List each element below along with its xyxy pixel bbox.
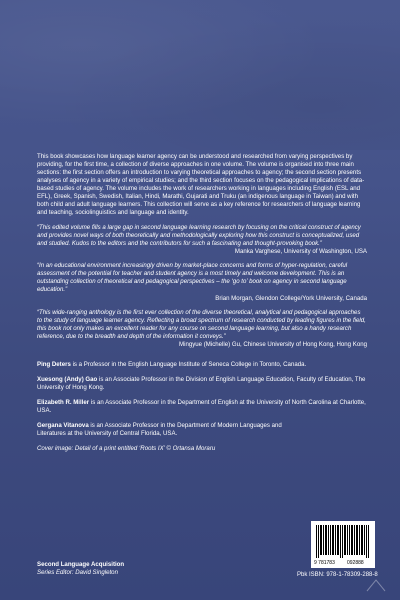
editor-bio-text: is an Associate Professor in the Department of Modern Languages and Literatures at the University of Central Florida, USA. <box>37 421 282 437</box>
editor-bio <box>37 376 367 392</box>
cover-texture <box>0 0 400 150</box>
editor-name: Gergana Vitanova <box>37 421 89 429</box>
editor-bio <box>37 422 297 438</box>
endorsement-quote: “This edited volume fills a large gap in second language learning research by focusing on the critical construct of agency and provides novel ways of both theoretically and methodologically exploring how this construct is conceptualized, used and studied. Kudos to the editors and the contributors for such a fascinating and thought-provoking book.” <box>37 224 361 248</box>
series-title: Second Language Acquisition <box>37 561 125 568</box>
back-cover-text <box>37 153 367 453</box>
series-info <box>37 561 124 577</box>
barcode-digits-right: 092888 <box>347 560 364 566</box>
barcode <box>311 521 375 568</box>
publisher-logo-icon <box>366 578 386 592</box>
editor-name: Xuesong (Andy) Gao <box>37 375 98 383</box>
endorsement-quote: “In an educational environment increasingly driven by market-place concerns and forms of hyper-regulation, careful assessment of the potential for teacher and student agency is a most timely and welcome development. This is an outstanding collection of theoretical and pedagogical perspectives – the ‘go to’ book on agency in second language education.” <box>37 262 348 294</box>
editor-bio-text: is an Associate Professor in the Department of English at the University of North Carolina at Charlotte, USA. <box>37 398 366 414</box>
endorsement-attribution: Mingyue (Michelle) Gu, Chinese University of Hong Kong, Hong Kong <box>179 340 367 348</box>
editor-bio <box>37 399 367 415</box>
endorsement-1 <box>37 224 367 256</box>
endorsement-3 <box>37 309 367 349</box>
editor-bio <box>37 361 367 369</box>
cover-image-credit: Cover image: Detail of a print entitled ‘Roots IX’ © Ortansa Moraru <box>37 444 216 452</box>
series-editor: Series Editor: David Singleton <box>37 568 118 576</box>
barcode-digits-left: 9 781783 <box>314 560 335 566</box>
editor-bio-text: is an Associate Professor in the Division of English Language Education, Faculty of Education, The University of Hong Kong. <box>37 375 366 391</box>
endorsement-attribution: Brian Morgan, Glendon College/York University, Canada <box>215 294 367 302</box>
editor-name: Elizabeth R. Miller <box>37 398 90 406</box>
endorsement-quote: “This wide-ranging anthology is the first ever collection of the diverse theoretical, analytical and pedagogical approaches to the study of language learner agency. Reflecting a broad spectrum of research conducted by leading figures in the field, this book not only makes an excellent reader for any course on second language learning, but also a handy research reference, due to the breadth and depth of the information it conveys.” <box>37 308 366 340</box>
editor-name: Ping Deters <box>37 360 71 368</box>
editor-bio-text: is a Professor in the English Language Institute of Seneca College in Toronto, Canada. <box>70 360 307 368</box>
barcode-icon <box>311 521 375 568</box>
endorsement-2 <box>37 262 367 302</box>
endorsement-attribution: Manka Varghese, University of Washington, USA <box>234 248 367 256</box>
book-description: This book showcases how language learner agency can be understood and researched from varying perspectives by providing, for the first time, a collection of diverse approaches in one volume. The volume is organised into three main sections: the first section offers an introduction to varying theoretical approaches to agency; the second section presents analyses of agency in a variety of empirical studies; and the third section focuses on the pedagogical implications of data-based studies of agency. The volume includes the work of researchers working in languages including English (ESL and EFL), Greek, Spanish, Swedish, Italian, Hindi, Marathi, Gujarati and Truku (an indigenous language in Taiwan) and with both child and adult language learners. This collection will serve as a key reference for researchers of language learning and teaching, sociolinguistics and language and identity. <box>37 153 365 217</box>
isbn: Pbk ISBN: 978-1-78309-288-8 <box>297 572 378 578</box>
